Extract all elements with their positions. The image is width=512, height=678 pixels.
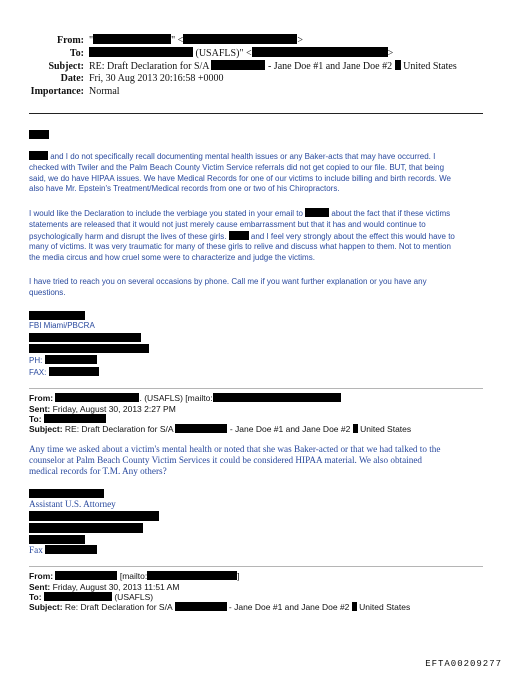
from-label: From: bbox=[56, 35, 84, 46]
redaction bbox=[305, 208, 329, 217]
redaction bbox=[211, 60, 265, 70]
redaction bbox=[45, 355, 97, 364]
subject-label: Subject: bbox=[48, 61, 84, 72]
email3-from-row: From: [mailto: ] bbox=[29, 571, 240, 581]
email2-to-row: To: bbox=[29, 414, 106, 425]
redaction bbox=[29, 151, 48, 160]
body-paragraph-1: and I do not specifically recall documenting mental health issues or any Baker-acts that may have occurred. I checked with Twiler and the Palm Beach County Victim Service referrals did not get copied to our file. BUT, that being said, we do have HIPAA issues. We have Medical Records for one of our victims to include billing and birth records. We also have Mr. Epstein's Treatment/Medical records from one or two of his Chiropractors. bbox=[29, 152, 451, 194]
header-divider bbox=[29, 113, 483, 114]
redaction-signature-name bbox=[29, 489, 104, 498]
redaction bbox=[29, 511, 159, 521]
redaction bbox=[89, 47, 193, 57]
email-divider-2 bbox=[29, 566, 483, 567]
redaction bbox=[29, 523, 143, 533]
redaction bbox=[395, 60, 401, 70]
signature-phone: PH: bbox=[29, 355, 97, 367]
header-importance-row: Importance: Normal bbox=[0, 86, 120, 98]
signature-org: FBI Miami/PBCRA bbox=[29, 321, 95, 330]
email2-from-row: From: . (USAFLS) [mailto: bbox=[29, 393, 341, 404]
body-paragraph-3: I have tried to reach you on several occasions by phone. Call me if you want further explanation or you have any questions. bbox=[29, 277, 427, 297]
redaction bbox=[29, 535, 85, 544]
redaction-salutation bbox=[29, 130, 49, 139]
redaction bbox=[55, 571, 117, 580]
redaction bbox=[183, 34, 297, 44]
redaction bbox=[147, 571, 237, 580]
redaction bbox=[229, 231, 249, 240]
header-date-row: Date: Fri, 30 Aug 2013 20:16:58 +0000 bbox=[0, 73, 224, 85]
redaction bbox=[175, 602, 227, 611]
redaction bbox=[252, 47, 388, 57]
redaction bbox=[29, 344, 149, 353]
redaction-signature-name bbox=[29, 311, 85, 320]
header-from-row: From: " " < > bbox=[0, 34, 303, 47]
redaction bbox=[29, 333, 141, 342]
email2-subject-row: Subject: RE: Draft Declaration for S/A - Jane Doe #1 and Jane Doe #2 United States bbox=[29, 424, 412, 434]
redaction bbox=[93, 34, 171, 44]
email2-body: Any time we asked about a victim's mental health or noted that she was Baker-acted or that we had talked to the counselor at Palm Beach County Victim Services it could be considered HIPAA material. We also obtained medical records for T.M. Any others? bbox=[29, 444, 441, 476]
signature-fax-2: Fax bbox=[29, 545, 97, 556]
importance-label: Importance: bbox=[30, 86, 84, 97]
email-divider-1 bbox=[29, 388, 483, 389]
redaction bbox=[353, 424, 358, 433]
signature-title: Assistant U.S. Attorney bbox=[29, 499, 116, 509]
email2-sent-row: Sent: Friday, August 30, 2013 2:27 PM bbox=[29, 404, 176, 414]
header-subject-row: Subject: RE: Draft Declaration for S/A - Jane Doe #1 and Jane Doe #2 United States bbox=[0, 60, 457, 73]
redaction bbox=[44, 592, 112, 601]
redaction bbox=[213, 393, 341, 402]
redaction bbox=[44, 414, 106, 423]
redaction bbox=[49, 367, 99, 376]
header-to-row: To: (USAFLS)" < > bbox=[0, 47, 393, 60]
signature-fax: FAX: bbox=[29, 367, 99, 379]
document-id: EFTA00209277 bbox=[425, 659, 502, 669]
redaction bbox=[45, 545, 97, 554]
redaction bbox=[352, 602, 357, 611]
email3-subject-row: Subject: Re: Draft Declaration for S/A - Jane Doe #1 and Jane Doe #2 United States bbox=[29, 602, 411, 612]
email3-sent-row: Sent: Friday, August 30, 2013 11:51 AM bbox=[29, 582, 180, 592]
body-paragraph-2: I would like the Declaration to include the verbiage you stated in your email to about the fact that if these victims statements are released that it would not just merely cause embarrassment but that it has and would continue to psychologically harm and disrupt the lives of these girls. and I feel very strongly about the effect this would have to many of victims. It was very traumatic for many of these girls to relive and discuss what happen to them. Not to mention the media circus and how cruel some were to characterize and judge the victims. bbox=[29, 209, 455, 263]
to-label: To: bbox=[69, 48, 84, 59]
redaction bbox=[175, 424, 227, 433]
email3-to-row: To: (USAFLS) bbox=[29, 592, 154, 602]
date-label: Date: bbox=[60, 73, 84, 84]
redaction bbox=[55, 393, 139, 402]
